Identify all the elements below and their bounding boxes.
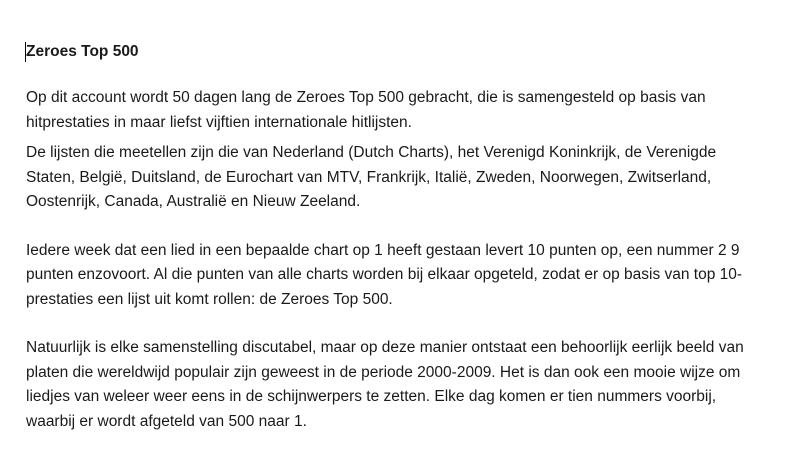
paragraph-spacing xyxy=(26,312,766,336)
paragraph-conclusion[interactable]: Natuurlijk is elke samenstelling discutabel, maar op deze manier ontstaat een behoorlijk eerlijk beeld van platen die wereldwijd populair zijn geweest in de periode 2000-2009. Het is dan ook een mooie wijze om liedjes van weleer weer eens in de schijnwerpers te zetten. Elke dag komen er tien nummers voorbij, waarbij er wordt afgeteld van 500 naar 1. xyxy=(26,339,744,430)
document-page[interactable] xyxy=(26,40,766,434)
text-cursor xyxy=(25,42,26,62)
paragraph-intro[interactable]: Op dit account wordt 50 dagen lang de Zeroes Top 500 gebracht, die is samengesteld op basis van hitprestaties in maar liefst vijftien internationale hitlijsten. xyxy=(26,89,706,131)
document-title[interactable]: Zeroes Top 500 xyxy=(26,43,139,60)
paragraph-chart-list[interactable]: De lijsten die meetellen zijn die van Nederland (Dutch Charts), het Verenigd Koninkrijk, de Verenigde Staten, België, Duitsland, de Eurochart van MTV, Frankrijk, Italië, Zweden, Noorwegen, Zwitserland, Oostenrijk, Canada, Australië en Nieuw Zeeland. xyxy=(26,144,717,210)
paragraph-scoring[interactable]: Iedere week dat een lied in een bepaalde chart op 1 heeft gestaan levert 10 punten op, een nummer 2 9 punten enzovoort. Al die punten van alle charts worden bij elkaar opgeteld, zodat er op basis van top 10-prestaties een lijst uit komt rollen: de Zeroes Top 500. xyxy=(26,241,743,308)
title-block xyxy=(26,40,766,64)
paragraph-spacing xyxy=(26,215,766,239)
